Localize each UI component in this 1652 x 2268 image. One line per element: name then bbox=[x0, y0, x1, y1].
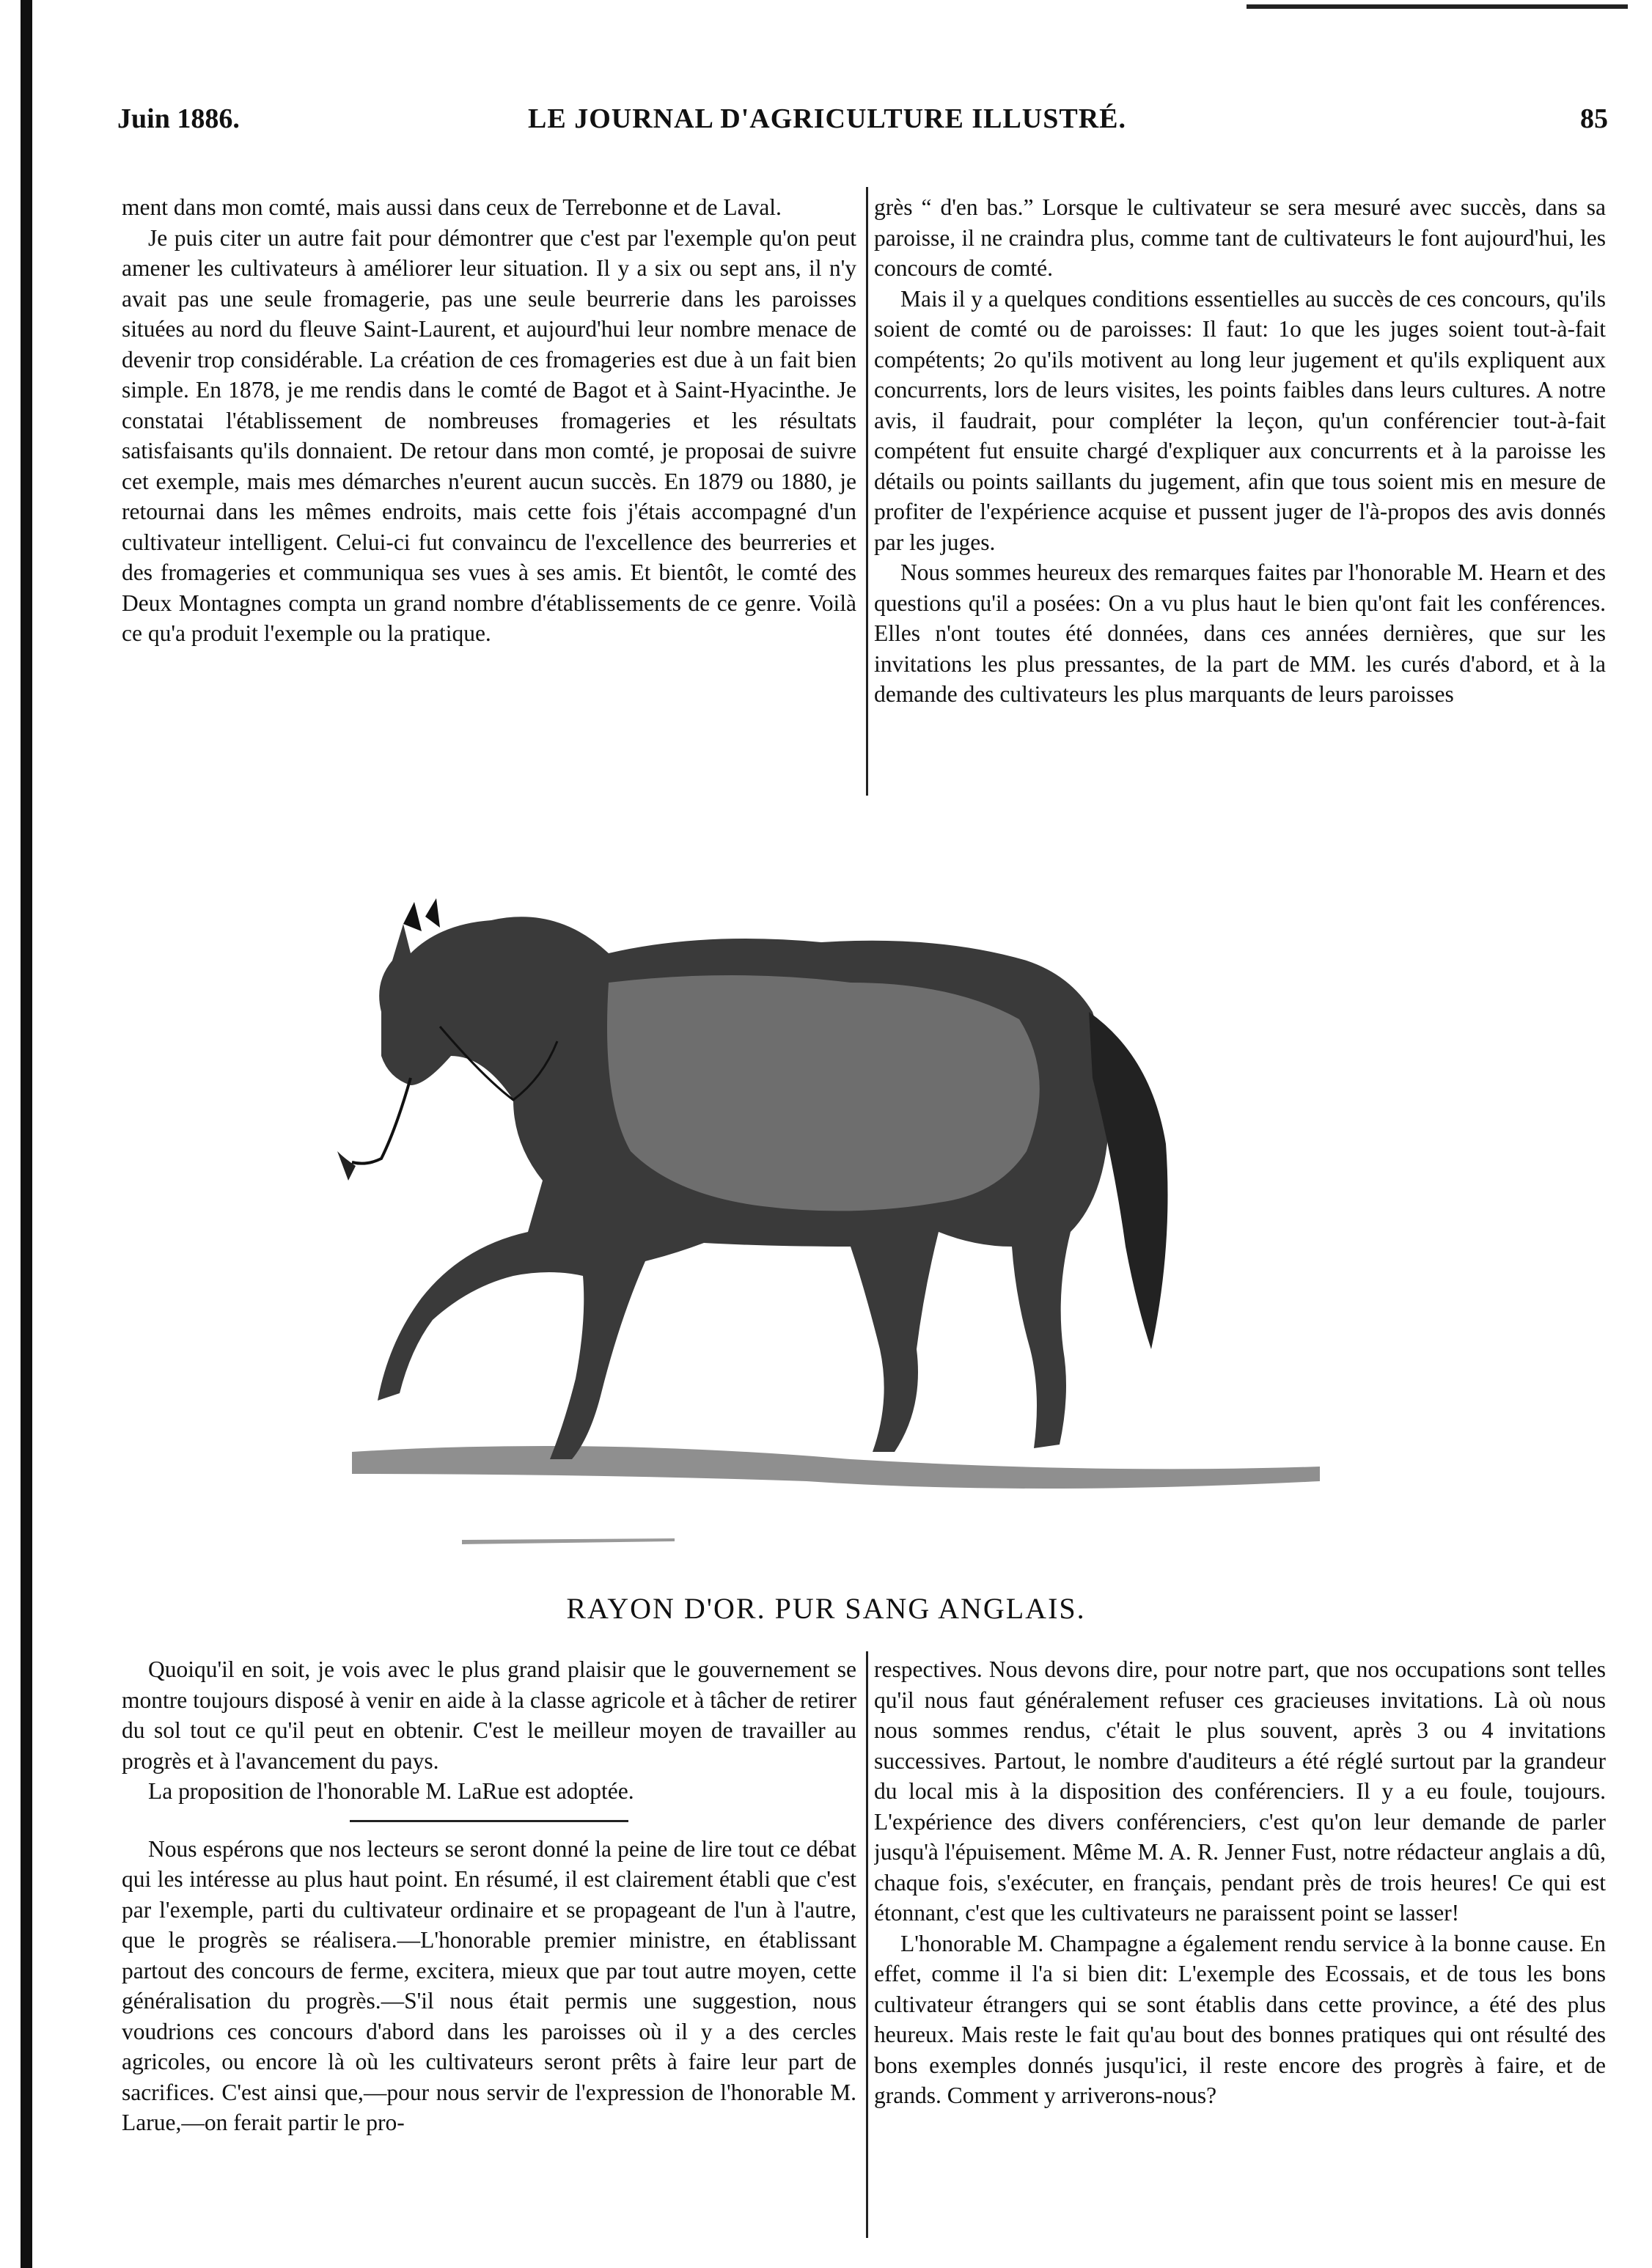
paragraph: La proposition de l'honorable M. LaRue est adoptée. bbox=[148, 1778, 634, 1804]
paragraph: Nous sommes heureux des remarques faites par l'honorable M. Hearn et des questions qu'il a posées: On a vu plus haut le bien qu'ont fait les conférences. Elles n'ont toutes été données, dans ces années dernières, que sur les invitations les plus pressantes, de la part de MM. les curés d'abord, et à la demande des cultivateurs les plus marquants de leurs paroisses bbox=[874, 559, 1606, 707]
paragraph: L'honorable M. Champagne a également rendu service à la bonne cause. En effet, comme il l'a si bien dit: L'exemple des Ecossais, et de tous les bons cultivateur étrangers qui se sont établis dans cette province, a été des plus heureux. Mais reste le fait qu'au bout des bonnes pratiques qui ont résulté des bons exemples donnés jusqu'ici, il reste encore des progrès à faire, et de grands. Comment y arriverons-nous? bbox=[874, 1930, 1606, 2108]
header-date: Juin 1886. bbox=[117, 103, 240, 134]
column-divider bbox=[866, 1651, 868, 2238]
top-left-column bbox=[122, 192, 856, 793]
paragraph: respectives. Nous devons dire, pour notre part, que nos occupations sont telles qu'il nous faut généralement refuser ces gracieuses invitations. Là où nous nous sommes rendus, c'était le plus souvent, après 3 ou 4 invitations successives. Partout, le nombre d'auditeurs a été réglé surtout par la grandeur du local mis à la disposition des conférenciers. Il y a eu foule, toujours. L'expérience des divers conférenciers, c'est qu'on leur demande de parler jusqu'à l'épuisement. Même M. A. R. Jenner Fust, notre rédacteur anglais a dû, chaque fois, s'exécuter, en français, pendant près de trois heures! Ce qui est étonnant, c'est que les cultivateurs ne paraissent point se lasser! bbox=[874, 1656, 1606, 1926]
section-separator bbox=[350, 1820, 628, 1822]
binding-edge-rule bbox=[21, 0, 32, 2268]
header-journal-title: LE JOURNAL D'AGRICULTURE ILLUSTRÉ. bbox=[528, 103, 1127, 134]
paragraph: Nous espérons que nos lecteurs se seront donné la peine de lire tout ce débat qui les intéresse au plus haut point. En résumé, il est clairement établi que c'est par l'exemple, parti du cultivateur ordinaire et se propageant de l'un à l'autre, que le progrès se réalisera.—L'honorable premier ministre, en établissant partout des concours de ferme, excitera, mieux que par tout autre moyen, cette généralisation du progrès.—S'il nous était permis une suggestion, nous voudrions ces concours d'abord dans les paroisses où il y a des cercles agricoles, ou encore là où les cultivateurs seront prêts à faire leur part de sacrifices. C'est ainsi que,—pour nous servir de l'expression de l'honorable M. Larue,—on ferait partir le pro- bbox=[122, 1835, 856, 2135]
paragraph: grès “ d'en bas.” Lorsque le cultivateur se sera mesuré avec succès, dans sa paroisse, il ne craindra plus, comme tant de cultivateurs le font aujourd'hui, les concours de comté. bbox=[874, 194, 1606, 281]
column-divider bbox=[866, 187, 868, 796]
paragraph: Quoiqu'il en soit, je vois avec le plus grand plaisir que le gouvernement se montre toujours disposé à venir en aide à la classe agricole et à tâcher de retirer du sol tout ce qu'il peut en obtenir. C'est le meilleur moyen de travailler au progrès et à l'avancement du pays. bbox=[122, 1656, 856, 1774]
top-edge-mark bbox=[1247, 4, 1628, 9]
paragraph: Mais il y a quelques conditions essentielles au succès de ces concours, qu'ils soient de comté ou de paroisses: Il faut: 1o que les juges soient tout-à-fait compétents; 2o qu'ils motivent au long leur jugement et qu'ils expliquent aux concurrents, lors de leurs visites, les points faibles dans leurs cultures. A notre avis, il faudrait, pour compléter la leçon, qu'un conférencier tout-à-fait compétent fut ensuite chargé d'expliquer aux concurrents et à la paroisse les détails ou points saillants du jugement, afin que tous soient mis en mesure de profiter de l'expérience acquise et pussent juger de l'à-propos des avis donnés par les juges. bbox=[874, 285, 1606, 555]
figure-caption: RAYON D'OR. PUR SANG ANGLAIS. bbox=[566, 1592, 1086, 1625]
running-header bbox=[117, 103, 1608, 147]
ground-shading bbox=[352, 1446, 1320, 1544]
horse-engraving bbox=[293, 836, 1357, 1562]
paragraph: Je puis citer un autre fait pour démontrer que c'est par l'exemple qu'on peut amener les cultivateurs à améliorer leur situation. Il y a six ou sept ans, il n'y avait pas une seule fromagerie, pas une seule beurrerie dans les paroisses situées au nord du fleuve Saint-Laurent, et aujourd'hui leur nombre menace de devenir trop considérable. La création de ces fromageries est due à un fait bien simple. En 1878, je me rendis dans le comté de Bagot et à Saint-Hyacinthe. Je constatai l'établissement de nombreuses fromageries et les résultats satisfaisants qu'ils donnaient. De retour dans mon comté, je proposai de suivre cet exemple, mais mes démarches n'eurent aucun succès. En 1879 ou 1880, je retournai dans les mêmes endroits, mais cette fois j'étais accompagné d'un cultivateur intelligent. Celui-ci fut convaincu de l'excellence des beurreries et des fromageries et communiqua ses vues à ses amis. Et bientôt, le comté des Deux Montagnes compta un grand nombre d'établissements de ce genre. Voilà ce qu'a produit l'exemple ou la pratique. bbox=[122, 224, 856, 646]
paragraph: ment dans mon comté, mais aussi dans ceux de Terrebonne et de Laval. bbox=[122, 194, 782, 220]
horse-figure bbox=[337, 898, 1168, 1459]
top-right-column bbox=[874, 192, 1606, 793]
header-page-number: 85 bbox=[1580, 103, 1608, 134]
bottom-right-column bbox=[874, 1654, 1606, 2241]
bottom-left-column bbox=[122, 1654, 856, 2241]
